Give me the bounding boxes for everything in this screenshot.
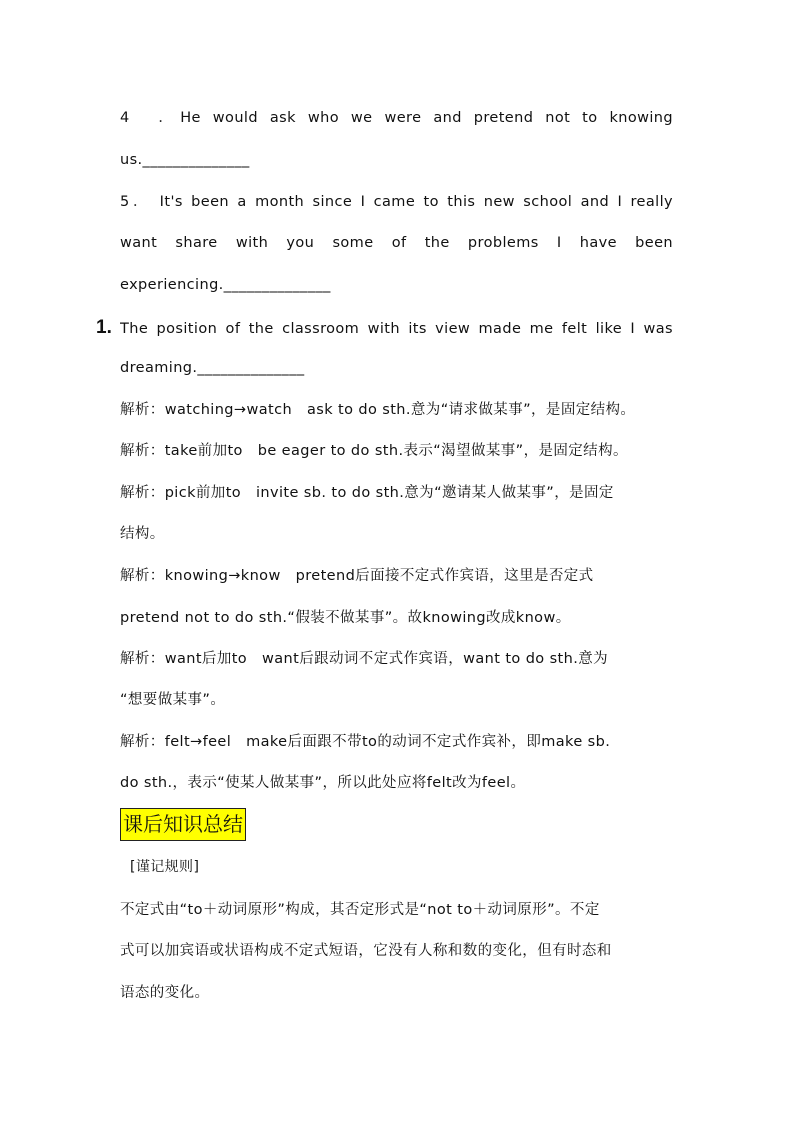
summary-heading: 课后知识总结 — [120, 808, 246, 841]
question-5-line-3: experiencing.______________ — [120, 277, 331, 293]
explanation-1: 解析：watching→watch ask to do sth.意为“请求做某事”，是固定结构。 — [120, 402, 636, 418]
question-5-line-2: want share with you some of the problems I have been — [120, 235, 673, 251]
explanation-5-line-1: 解析：want后加to want后跟动词不定式作宾语，want to do sth.意为 — [120, 651, 609, 667]
summary-subheading: [谨记规则] — [130, 859, 200, 875]
explanation-4-line-2: pretend not to do sth.“假装不做某事”。故knowing改成know。 — [120, 610, 571, 626]
explanation-6-line-2: do sth.，表示“使某人做某事”，所以此处应将felt改为feel。 — [120, 775, 526, 791]
explanation-2: 解析：take前加to be eager to do sth.表示“渴望做某事”，是固定结构。 — [120, 443, 628, 459]
summary-line-2: 式可以加宾语或状语构成不定式短语，它没有人称和数的变化，但有时态和 — [120, 943, 612, 959]
explanation-4-line-1: 解析：knowing→know pretend后面接不定式作宾语，这里是否定式 — [120, 568, 594, 584]
explanation-6-line-1: 解析：felt→feel make后面跟不带to的动词不定式作宾补，即make sb. — [120, 734, 611, 750]
question-6-line-2: dreaming.______________ — [120, 360, 305, 376]
question-5-line-1: 5． It's been a month since I came to this new school and I really — [120, 194, 673, 210]
question-6-line-1: The position of the classroom with its view made me felt like I was — [120, 321, 673, 337]
summary-line-1: 不定式由“to＋动词原形”构成，其否定形式是“not to＋动词原形”。不定 — [120, 902, 600, 918]
explanation-3-line-1: 解析：pick前加to invite sb. to do sth.意为“邀请某人做某事”，是固定 — [120, 485, 614, 501]
question-4-line-1: 4 ．He would ask who we were and pretend not to knowing — [120, 110, 673, 126]
question-4-line-2: us.______________ — [120, 152, 250, 168]
explanation-3-line-2: 结构。 — [120, 526, 165, 542]
list-number: 1. — [96, 317, 112, 338]
summary-line-3: 语态的变化。 — [120, 985, 210, 1001]
explanation-5-line-2: “想要做某事”。 — [120, 692, 226, 708]
